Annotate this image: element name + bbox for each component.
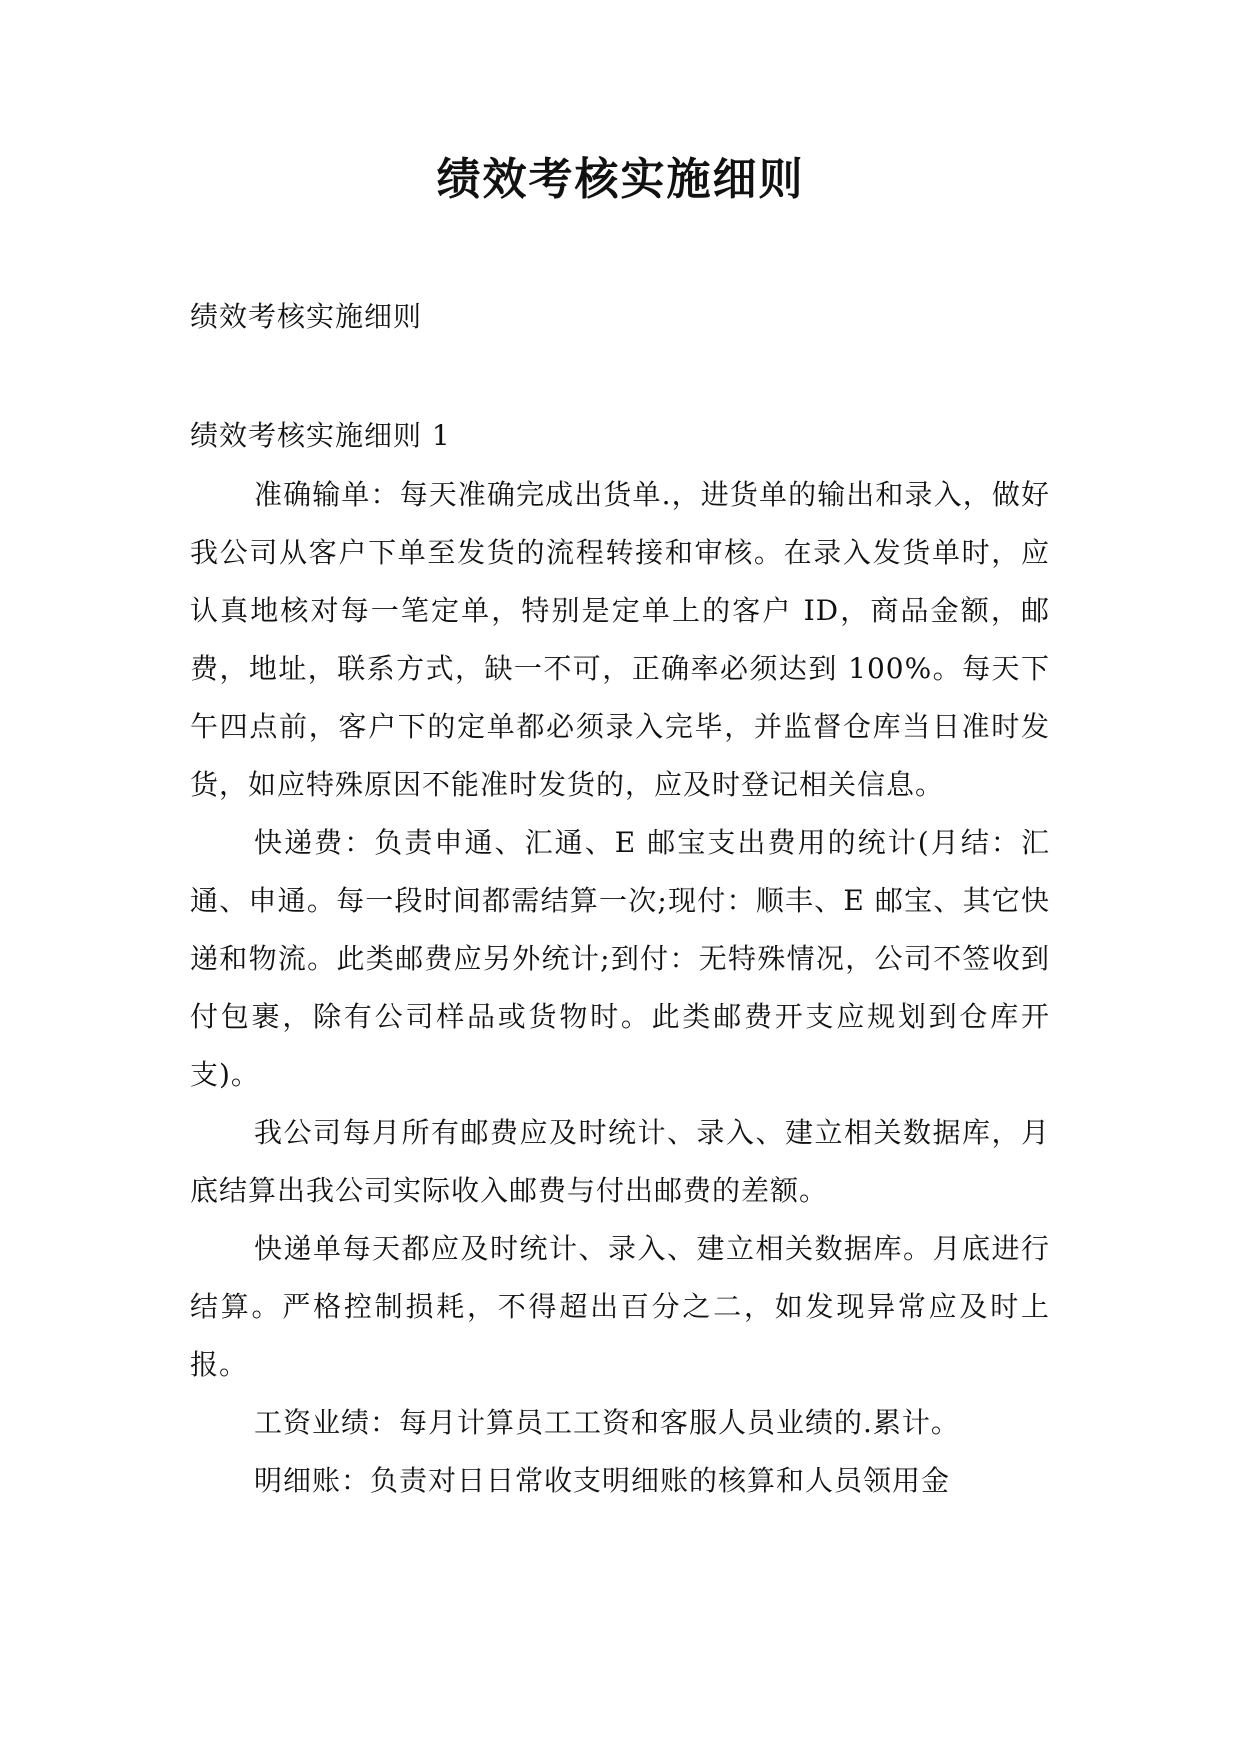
document-subtitle: 绩效考核实施细则	[190, 300, 423, 333]
paragraph-express-slips: 快递单每天都应及时统计、录入、建立相关数据库。月底进行结算。严格控制损耗，不得超出百分之二，如发现异常应及时上报。	[190, 1232, 1050, 1381]
paragraph-express-fees: 快递费：负责申通、汇通、E 邮宝支出费用的统计(月结：汇通、申通。每一段时间都需结算一次;现付：顺丰、E 邮宝、其它快递和物流。此类邮费应另外统计;到付：无特殊情况，公司不签收到付包裹，除有公司样品或货物时。此类邮费开支应规划到仓库开支)。	[190, 826, 1050, 1091]
paragraph-monthly-postage: 我公司每月所有邮费应及时统计、录入、建立相关数据库，月底结算出我公司实际收入邮费与付出邮费的差额。	[190, 1116, 1050, 1207]
paragraph-detailed-ledger: 明细账：负责对日日常收支明细账的核算和人员领用金	[254, 1464, 951, 1497]
paragraph-salary-performance: 工资业绩：每月计算员工工资和客服人员业绩的.累计。	[254, 1406, 960, 1439]
document-title: 绩效考核实施细则	[436, 154, 805, 205]
paragraph-accurate-order-entry: 准确输单：每天准确完成出货单.，进货单的输出和录入，做好我公司从客户下单至发货的流程转接和审核。在录入发货单时，应认真地核对每一笔定单，特别是定单上的客户 ID，商品金额，邮费，地址，联系方式，缺一不可，正确率必须达到 100%。每天下午四点前，客户下的定单都必须录入完毕，并监督仓库当日准时发货，如应特殊原因不能准时发货的，应及时登记相关信息。	[190, 478, 1050, 801]
section-heading: 绩效考核实施细则 1	[190, 419, 451, 452]
document-content	[190, 466, 1050, 1510]
